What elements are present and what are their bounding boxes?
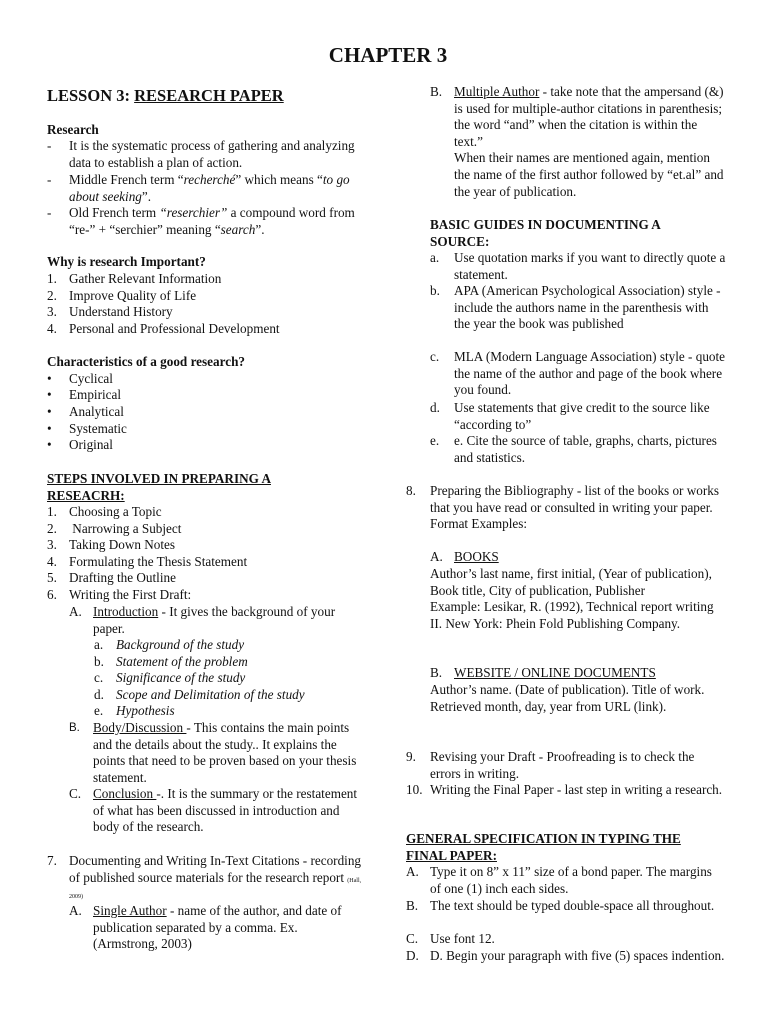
guide-item: b. APA (American Psychological Association) style - include the authors name in the parenthesis with the year the book was published <box>430 283 721 332</box>
guide-item: d. Use statements that give credit to the source like “according to” <box>430 400 710 432</box>
general-spec-item: B. The text should be typed double-space all throughout. <box>406 898 715 913</box>
why-item: 2. Improve Quality of Life <box>47 288 197 303</box>
step-item: 8. Preparing the Bibliography - list of the books or works that you have read or consulted in writing your paper. Format Examples: <box>406 483 719 532</box>
multiple-author-item: B. Multiple Author - take note that the ampersand (&) is used for multiple-author citations in parenthesis; the word “and” when the citation is within the text.” When their names are mentioned again, mention the name of the first author followed by “et.al” and the year of publication. <box>430 84 724 199</box>
step-item: 4. Formulating the Thesis Statement <box>47 554 248 569</box>
step-item: 2. Narrowing a Subject <box>47 521 182 536</box>
characteristic-item: • Cyclical <box>47 371 113 386</box>
research-item: - It is the systematic process of gathering and analyzing data to establish a plan of action. <box>47 138 355 170</box>
books-format: A. BOOKS <box>430 549 499 564</box>
guide-item: e. e. Cite the source of table, graphs, charts, pictures and statistics. <box>430 433 717 465</box>
website-format: B. WEBSITE / ONLINE DOCUMENTS <box>430 665 656 680</box>
general-spec-item: C. Use font 12. <box>406 931 495 946</box>
why-item: 1. Gather Relevant Information <box>47 271 222 286</box>
intro-sub-item: d. Scope and Delimitation of the study <box>94 687 305 702</box>
body-discussion-item: B. Body/Discussion - This contains the main points and the details about the study.. It explains the points that need to be proven based on your thesis statement. <box>69 720 357 785</box>
research-heading: Research <box>47 122 99 137</box>
step-item: 10. Writing the Final Paper - last step in writing a research. <box>406 782 723 797</box>
step-item: 3. Taking Down Notes <box>47 537 176 552</box>
lesson-heading: LESSON 3: RESEARCH PAPER <box>47 86 284 105</box>
lesson-title: RESEARCH PAPER <box>134 86 284 105</box>
guide-item: c. MLA (Modern Language Association) style - quote the name of the author and page of the book where you found. <box>430 349 726 398</box>
why-item: 3. Understand History <box>47 304 173 319</box>
guides-heading: BASIC GUIDES IN DOCUMENTING A SOURCE: <box>430 217 661 249</box>
citation-note: (Hall, 2009) <box>69 877 362 901</box>
website-format-text: Author’s name. (Date of publication). Title of work. Retrieved month, day, year from URL (link). <box>430 682 705 714</box>
guide-item: a. Use quotation marks if you want to directly quote a statement. <box>430 250 726 282</box>
intro-sub-item: e. Hypothesis <box>94 703 175 718</box>
step-item: 5. Drafting the Outline <box>47 570 176 585</box>
general-spec-item: A. Type it on 8” x 11” size of a bond paper. The margins of one (1) inch each sides. <box>406 864 712 896</box>
step-item: 6. Writing the First Draft: <box>47 587 192 602</box>
introduction-item: A. Introduction - It gives the background of your paper. <box>69 604 336 636</box>
characteristic-item: • Systematic <box>47 421 127 436</box>
intro-sub-item: c. Significance of the study <box>94 670 246 685</box>
general-spec-heading: GENERAL SPECIFICATION IN TYPING THE FINAL PAPER: <box>406 831 681 863</box>
step-item: 9. Revising your Draft - Proofreading is to check the errors in writing. <box>406 749 695 781</box>
books-format-text: Author’s last name, first initial, (Year of publication), Book title, City of publication, Publisher Example: Lesikar, R. (1992), Technical report writing II. New York: Phein Fold Publishing Company. <box>430 566 714 631</box>
conclusion-item: C. Conclusion -. It is the summary or the restatement of what has been discussed in introduction and body of the research. <box>69 786 358 835</box>
research-item: - Old French term “reserchier” a compound word from “re-” + “serchier” meaning “search”. <box>47 205 355 237</box>
research-item: - Middle French term “recherché” which means “to go about seeking”. <box>47 172 350 204</box>
general-spec-item: D. D. Begin your paragraph with five (5) spaces indention. <box>406 948 725 963</box>
intro-sub-item: a. Background of the study <box>94 637 245 652</box>
characteristic-item: • Analytical <box>47 404 124 419</box>
characteristic-item: • Empirical <box>47 387 121 402</box>
why-item: 4. Personal and Professional Development <box>47 321 280 336</box>
step-item: 7. Documenting and Writing In-Text Citations - recording of published source materials for the research report (Hall, 2009) <box>47 853 362 901</box>
steps-heading: STEPS INVOLVED IN PREPARING A RESEACRH: <box>47 471 271 503</box>
characteristics-heading: Characteristics of a good research? <box>47 354 246 369</box>
characteristic-item: • Original <box>47 437 113 452</box>
why-heading: Why is research Important? <box>47 254 206 269</box>
chapter-title: CHAPTER 3 <box>328 43 448 67</box>
single-author-item: A. Single Author - name of the author, and date of publication separated by a comma. Ex. (Armstrong, 2003) <box>69 903 342 952</box>
step-item: 1. Choosing a Topic <box>47 504 162 519</box>
intro-sub-item: b. Statement of the problem <box>94 654 248 669</box>
